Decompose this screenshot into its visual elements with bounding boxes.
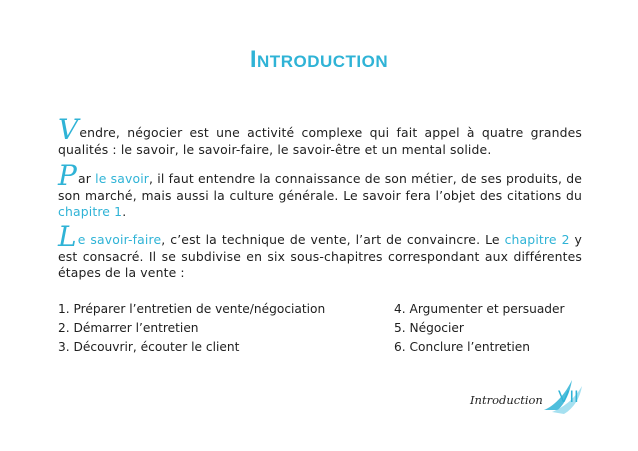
paragraph-text: , il faut entendre la connaissance de son métier, de ses produits, de son marché, mais aussi la culture générale. Le savoir fera l’objet des citations du xyxy=(58,171,582,203)
paragraph-savoir-faire xyxy=(58,220,582,282)
paragraph-text: y est consacré. Il se subdivise en six sous-chapitres correspondant aux différentes étapes de la vente : xyxy=(58,232,582,280)
paragraph-text: ar xyxy=(78,171,96,186)
dropcap: V xyxy=(58,113,79,146)
chapter-reference: chapitre 1 xyxy=(58,204,123,219)
dropcap: L xyxy=(58,220,77,253)
list-item: 3. Découvrir, écouter le client xyxy=(58,340,240,354)
subchapter-list-left xyxy=(58,300,325,357)
page-title: Introduction xyxy=(249,46,389,73)
list-item: 2. Démarrer l’entretien xyxy=(58,321,199,335)
paragraph-text: , c’est la technique de vente, l’art de convaincre. Le xyxy=(161,232,505,247)
paragraph-text: . xyxy=(122,204,127,219)
list-item: 1. Préparer l’entretien de vente/négociation xyxy=(58,302,326,316)
subchapter-list-right xyxy=(394,300,565,357)
list-item: 6. Conclure l’entretien xyxy=(394,340,531,354)
list-item: 5. Négocier xyxy=(394,321,464,335)
paragraph-intro xyxy=(58,113,582,158)
highlight-term: le savoir xyxy=(95,171,150,186)
paragraph-savoir xyxy=(58,159,582,221)
highlight-term: e savoir-faire xyxy=(77,232,162,247)
list-item: 4. Argumenter et persuader xyxy=(394,302,565,316)
dropcap: P xyxy=(58,159,77,192)
paragraph-text: endre, négocier est une activité complexe qui fait appel à quatre grandes qualités : le savoir, le savoir-faire, le savoir-être et un mental solide. xyxy=(58,125,582,157)
footer-section-label: Introduction xyxy=(470,393,543,407)
chapter-reference: chapitre 2 xyxy=(504,232,570,247)
page-number: VII xyxy=(558,387,579,406)
